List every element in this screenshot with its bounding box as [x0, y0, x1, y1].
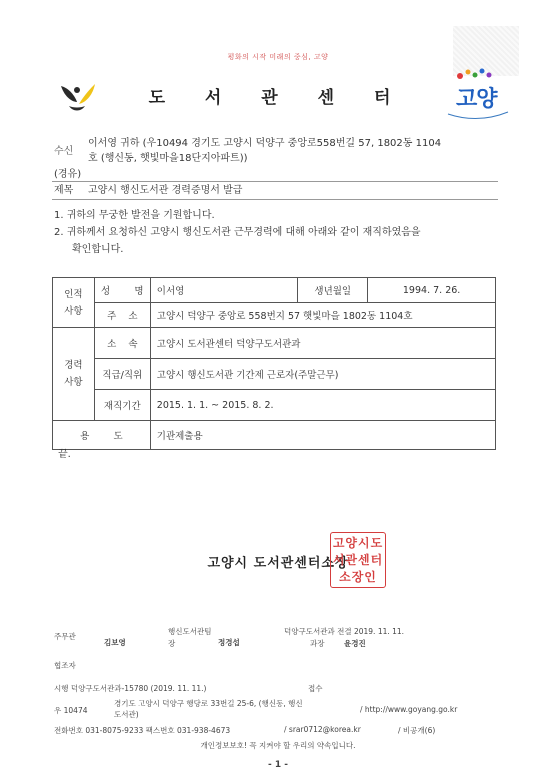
- subject-label: 제목: [54, 185, 74, 196]
- table-row: [53, 390, 496, 421]
- name-label: 성 명: [94, 278, 150, 303]
- table-row: [53, 328, 496, 359]
- divider: [52, 181, 498, 182]
- recipient-line-1: 이서영 귀하 (우10494 경기도 고양시 덕양구 중앙로558번길 57, 1802동 1104: [88, 138, 442, 149]
- table-row: [53, 303, 496, 328]
- office-address-line-2: 도서관): [114, 710, 139, 719]
- table-row: [53, 278, 496, 303]
- purpose-label: 용 도: [53, 421, 151, 450]
- name-value: 이서영: [150, 278, 298, 303]
- affiliation-label: 소 속: [94, 328, 150, 359]
- drafter-name: 김보영: [104, 638, 126, 647]
- divider: [52, 199, 498, 200]
- document-title: 도 서 관 센 터: [148, 88, 408, 108]
- approver-note: 덕양구도서관과 전결 2019. 11. 11.: [284, 627, 405, 636]
- goyang-logo: [438, 62, 518, 124]
- reviewer-name: 정경섭: [218, 638, 240, 647]
- career-group-label: 경력 사항: [53, 328, 95, 421]
- page-number: - 1 -: [268, 760, 288, 770]
- office-address-line-1: 경기도 고양시 덕양구 행당로 33번길 25-6, (행신동, 행신: [114, 699, 303, 708]
- table-row: [53, 359, 496, 390]
- official-seal: [330, 532, 386, 588]
- personal-group-label: 인적 사항: [53, 278, 95, 328]
- receipt-label: 접수: [308, 684, 323, 693]
- table-row: [53, 421, 496, 450]
- body-item-1: 1. 귀하의 무궁한 발전을 기원합니다.: [54, 210, 215, 221]
- seal-line-2: 서관센터: [332, 552, 384, 567]
- recipient-line-2: 호 (행신동, 햇빛마을18단지아파트)): [88, 153, 248, 164]
- postal-code: 우 10474: [54, 706, 88, 715]
- period-label: 재직기간: [94, 390, 150, 421]
- birth-value: 1994. 7. 26.: [368, 278, 496, 303]
- cooperator-label: 협조자: [54, 661, 76, 670]
- phone-fax: 전화번호 031-8075-9233 팩스번호 031-938-4673: [54, 726, 231, 735]
- position-label: 직급/직위: [94, 359, 150, 390]
- slogan: 평화의 시작 미래의 중심, 고양: [227, 53, 329, 61]
- end-mark: 끝.: [58, 449, 71, 460]
- affiliation-value: 고양시 도서관센터 덕양구도서관과: [150, 328, 495, 359]
- subject-text: 고양시 행신도서관 경력증명서 발급: [88, 185, 243, 196]
- reviewer-role-1: 행신도서관팀: [168, 627, 212, 636]
- approver-role: 과장: [310, 639, 325, 648]
- address-value: 고양시 덕양구 중앙로 558번지 57 햇빛마을 1802동 1104호: [150, 303, 495, 328]
- purpose-value: 기관제출용: [150, 421, 495, 450]
- email-link[interactable]: / srar0712@korea.kr: [284, 725, 361, 734]
- enforcement-info: 시행 덕양구도서관과-15780 (2019. 11. 11.): [54, 684, 207, 693]
- body-item-2-line-2: 확인합니다.: [72, 244, 124, 255]
- issuer-name: 고양시 도서관센터소장: [207, 556, 349, 571]
- privacy-note: 개인정보보호! 꼭 지켜야 할 우리의 약속입니다.: [200, 741, 356, 750]
- seal-line-1: 고양시도: [332, 535, 384, 550]
- reviewer-role-2: 장: [168, 639, 176, 648]
- address-label: 주 소: [94, 303, 150, 328]
- position-value: 고양시 행신도서관 기간제 근로자(주말근무): [150, 359, 495, 390]
- seal-line-3: 소장인: [339, 569, 377, 584]
- recipient-label: 수신: [54, 146, 74, 157]
- homepage-link[interactable]: / http://www.goyang.go.kr: [360, 705, 458, 714]
- birth-label: 생년월일: [298, 278, 368, 303]
- logo-text: 고양: [456, 87, 497, 112]
- period-value: 2015. 1. 1. ~ 2015. 8. 2.: [150, 390, 495, 421]
- approver-name: 윤경진: [344, 639, 366, 648]
- via-label: (경유): [54, 169, 82, 180]
- career-table: [52, 277, 496, 450]
- body-item-2-line-1: 2. 귀하께서 요청하신 고양시 행신도서관 근무경력에 대해 아래와 같이 재직하였음을: [54, 227, 421, 238]
- disclosure-status: / 비공개(6): [398, 726, 436, 735]
- drafter-role: 주무관: [54, 632, 76, 641]
